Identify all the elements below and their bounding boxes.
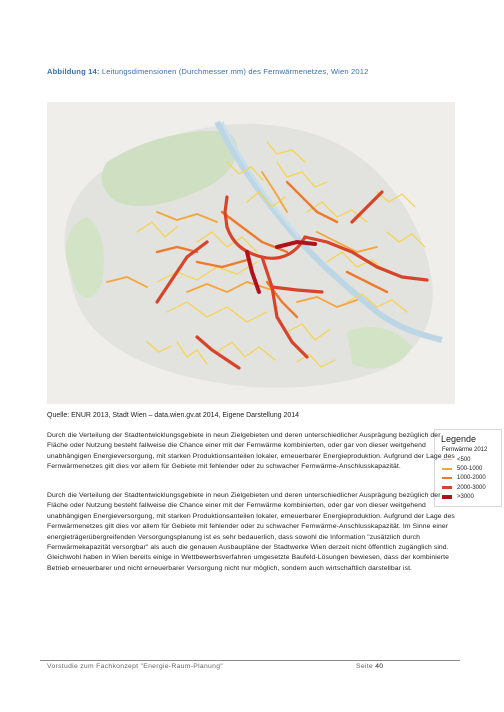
legend-swatch — [442, 486, 452, 489]
legend-subtitle: Fernwärme 2012 — [442, 447, 488, 453]
body-paragraph: Durch die Verteilung der Stadtentwicklungsgebiete in neun Zielgebieten und deren unterschiedlicher Ausprägung bezüglich der Fläche oder Nutzung besteht fallweise die Chance einer mit der Fernwärme kombinierten, oder gar von dieser weitgehend unabhängigen Energieversorgung, mit starken Produktionsanteilen lokaler, erneuerbarer Energieproduktion. Aufgrund der Lage des Fernwärmenetzes gilt dies vor allem für Gebiete mit fehlender oder zu schwacher Fernwärme-Anschlusskapazität. Im Sinne einer energieträgerübergreifenden Versorgungsplanung ist es sehr bedauerlich, dass sowohl die Information "zusätzlich durch Fernwärmekapazität versorgbar" als auch die genauen Ausbaupläne der Stadtwerke Wien derzeit nicht öffentlich zugänglich sind. Gleichwohl haben in Wien bereits einige in Wettbewerbsverfahren umgesetzte Baufeld-Lösungen bewiesen, dass der kombinierte Betrieb erneuerbarer und nicht erneuerbarer Versorgung nicht nur möglich, sondern auch wirtschaftlich darstellbar ist. — [47, 492, 455, 572]
legend-item-label: <500 — [457, 456, 471, 463]
legend-swatch — [442, 477, 452, 480]
footer-document-title: Vorstudie zum Fachkonzept "Energie-Raum-Planung" — [47, 663, 224, 670]
figure-caption-text: Leitungsdimensionen (Durchmesser mm) des Fernwärmenetzes, Wien 2012 — [99, 67, 369, 76]
figure-caption-label: Abbildung 14: — [47, 67, 100, 76]
legend-item-label: 1000-2000 — [457, 475, 486, 482]
legend-item-label: 2000-3000 — [457, 484, 486, 491]
figure-caption — [47, 67, 467, 76]
body-paragraph: Durch die Verteilung der Stadtentwicklungsgebiete in neun Zielgebieten und deren unterschiedlicher Ausprägung bezüglich der Fläche oder Nutzung besteht fallweise die Chance einer mit der Fernwärme kombinierten, oder gar von dieser weitgehend unabhängigen Energieversorgung, mit starken Produktionsanteilen lokaler, erneuerbarer Energieproduktion. Aufgrund der Lage des Fernwärmenetzes gilt dies vor allem für Gebiete mit fehlender oder zu schwacher Fernwärme-Anschlusskapazität. — [47, 432, 455, 471]
legend-item-label: 500-1000 — [457, 465, 483, 472]
legend-item-label: >3000 — [457, 493, 474, 500]
page-number: 40 — [375, 663, 384, 670]
figure-source: Quelle: ENUR 2013, Stadt Wien – data.wien.gv.at 2014, Eigene Darstellung 2014 — [47, 412, 300, 419]
legend-item — [442, 474, 501, 483]
page-label: Seite — [356, 663, 373, 670]
map-graphic — [47, 102, 455, 404]
footer-page-indicator — [356, 663, 383, 670]
footer-divider — [40, 660, 460, 661]
legend-title: Legende — [441, 434, 477, 444]
